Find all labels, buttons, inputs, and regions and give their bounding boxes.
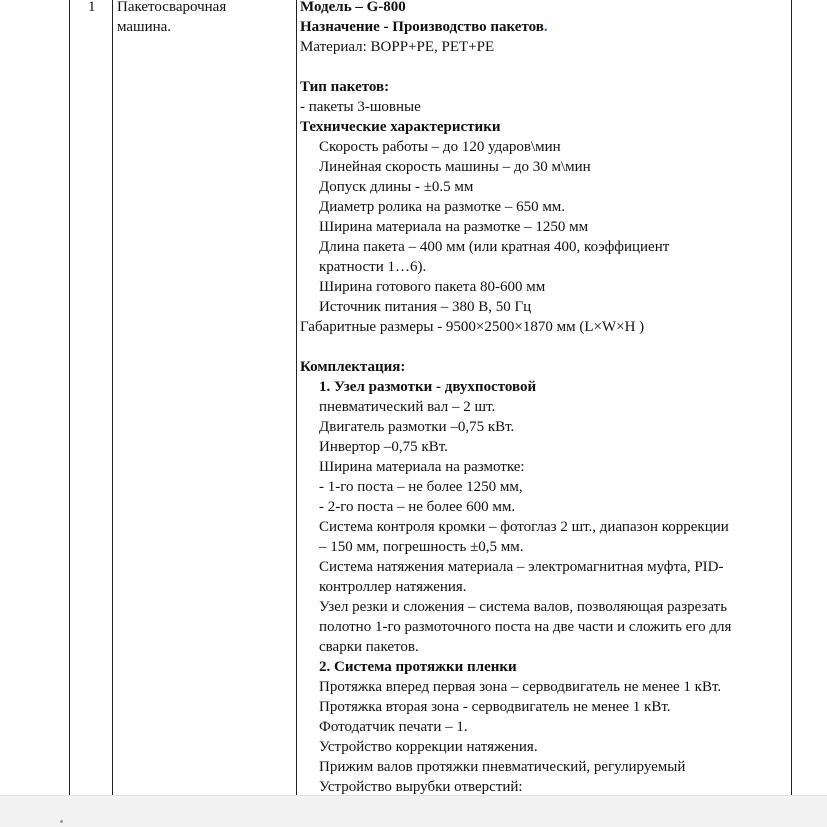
table-border-col2 [296,0,297,795]
section-1-line: - 1-го поста – не более 1250 мм, [319,479,523,495]
table-border-left [69,0,70,795]
tech-line: Источник питания – 380 В, 50 Гц [319,299,532,315]
section-1-line: Инвертор –0,75 кВт. [319,439,448,455]
section-2-line: Устройство вырубки отверстий: [319,779,523,795]
section-1-line: Узел резки и сложения – система валов, позволяющая разрезать [319,599,728,615]
section-1-line: полотно 1-го размоточного поста на две части и сложить его для [319,619,732,635]
bag-type-line: - пакеты 3-шовные [300,99,421,115]
section-1-title: 1. Узел размотки - двухпостовой [319,379,537,395]
equipment-name-line: машина. [117,19,172,35]
section-2-line: Протяжка вторая зона - серводвигатель не менее 1 кВт. [319,699,671,715]
section-2-line: Фотодатчик печати – 1. [319,719,468,735]
tech-line: Ширина материала на размотке – 1250 мм [319,219,589,235]
tech-line: кратности 1…6). [319,259,427,275]
purpose-dot: . [543,19,548,35]
table-border-right [791,0,792,795]
section-1-line: - 2-го поста – не более 600 мм. [319,499,516,515]
dimensions-line: Габаритные размеры - 9500×2500×1870 мм (L×W×H ) [300,319,645,335]
section-2-line: Прижим валов протяжки пневматический, регулируемый [319,759,686,775]
purpose-text: Назначение - Производство пакетов [300,19,544,35]
equipment-name [117,0,292,37]
viewer-bottom-bar [0,795,827,827]
section-1-line: Ширина материала на размотке: [319,459,525,475]
section-1-line: пневматический вал – 2 шт. [319,399,496,415]
section-1-line: контроллер натяжения. [319,579,467,595]
section-1-line: сварки пакетов. [319,639,419,655]
material-line: Материал: BOPP+PE, PET+PE [300,39,495,55]
section-1-line: – 150 мм, погрешность ±0,5 мм. [319,539,524,555]
model-line: Модель – G-800 [300,0,406,15]
bag-type-title: Тип пакетов: [300,79,390,95]
section-2-line: Протяжка вперед первая зона – серводвигатель не менее 1 кВт. [319,679,722,695]
section-2-title: 2. Система протяжки пленки [319,659,517,675]
tech-line: Ширина готового пакета 80-600 мм [319,279,546,295]
table-border-col1 [112,0,113,795]
tech-line: Длина пакета – 400 мм (или кратная 400, коэффициент [319,239,670,255]
section-1-line: Двигатель размотки –0,75 кВт. [319,419,515,435]
purpose-line [300,17,790,37]
kit-title: Комплектация: [300,359,406,375]
row-number: 1 [88,0,96,15]
tech-line: Допуск длины - ±0.5 мм [319,179,474,195]
bar-dot [60,820,63,823]
tech-line: Скорость работы – до 120 ударов\мин [319,139,561,155]
section-2-line: Устройство коррекции натяжения. [319,739,538,755]
section-1-line: Система контроля кромки – фотоглаз 2 шт., диапазон коррекции [319,519,729,535]
tech-line: Линейная скорость машины – до 30 м\мин [319,159,591,175]
section-1-line: Система натяжения материала – электромагнитная муфта, PID- [319,559,724,575]
equipment-name-line: Пакетосварочная [117,0,227,15]
tech-line: Диаметр ролика на размотке – 650 мм. [319,199,566,215]
tech-title: Технические характеристики [300,119,501,135]
specification-cell [300,0,790,795]
